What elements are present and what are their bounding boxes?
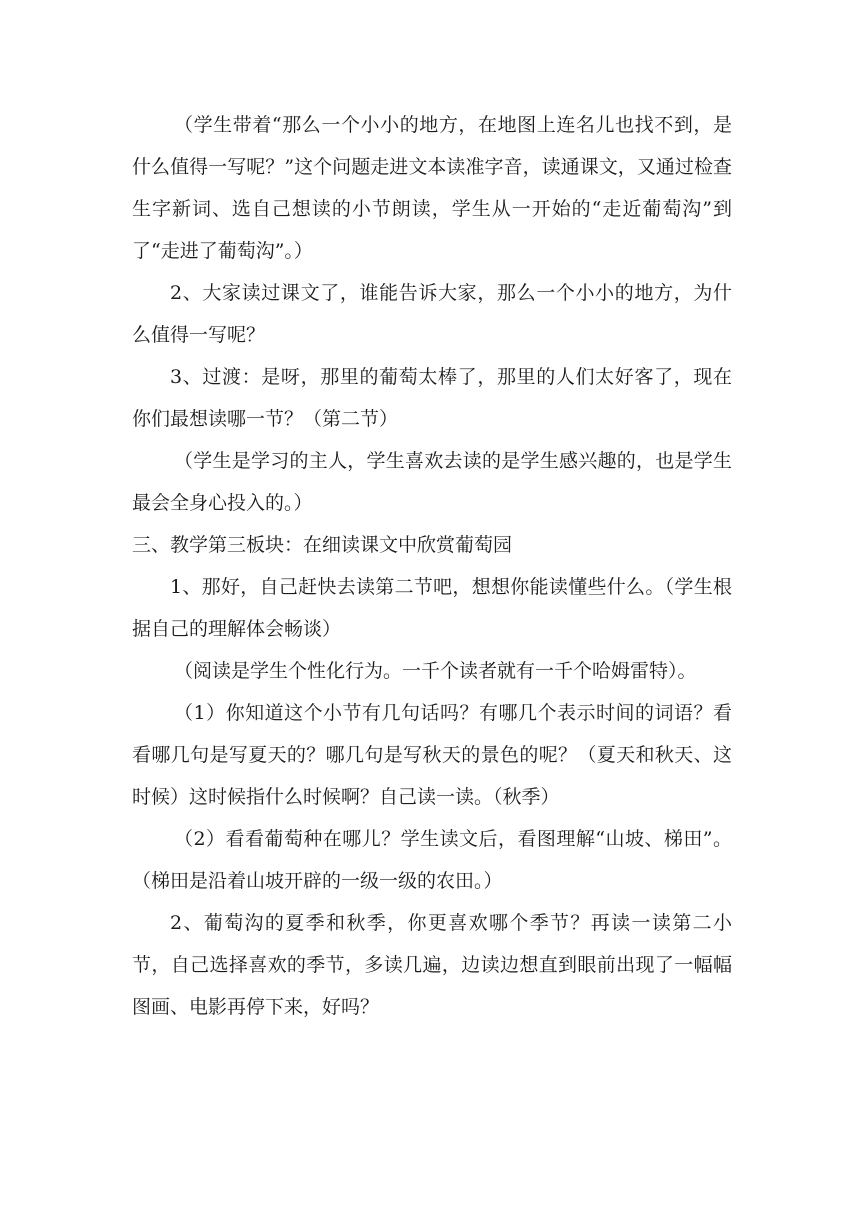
paragraph-6: 1、那好，自己赶快去读第二节吧，想想你能读懂些什么。（学生根据自己的理解体会畅谈） xyxy=(132,576,732,640)
paragraph-10: 2、葡萄沟的夏季和秋季，你更喜欢哪个季节？再读一读第二小节，自己选择喜欢的季节，多读几遍，边读边想直到眼前出现了一幅幅图画、电影再停下来，好吗？ xyxy=(132,912,732,1018)
paragraph-3: 3、过渡：是呀，那里的葡萄太棒了，那里的人们太好客了，现在你们最想读哪一节？（第二节） xyxy=(132,366,732,430)
paragraph-8: （1）你知道这个小节有几句话吗？有哪几个表示时间的词语？看看哪几句是写夏天的？哪几句是写秋天的景色的呢？（夏天和秋天、这时候）这时候指什么时候啊？自己读一读。（秋季） xyxy=(132,702,732,808)
paragraph-1: （学生带着“那么一个小小的地方，在地图上连名儿也找不到，是什么值得一写呢？”这个问题走进文本读准字音，读通课文，又通过检查生字新词、选自己想读的小节朗读，学生从一开始的“走近葡萄沟”到了“走进了葡萄沟”。） xyxy=(132,114,732,262)
document-page xyxy=(132,104,732,1028)
paragraph-7: （阅读是学生个性化行为。一千个读者就有一千个哈姆雷特）。 xyxy=(174,660,697,682)
paragraph-9: （2）看看葡萄种在哪儿？学生读文后，看图理解“山坡、梯田”。（梯田是沿着山坡开辟的一级一级的农田。） xyxy=(132,828,732,892)
section-heading: 三、教学第三板块：在细读课文中欣赏葡萄园 xyxy=(132,534,513,556)
paragraph-4: （学生是学习的主人，学生喜欢去读的是学生感兴趣的，也是学生最会全身心投入的。） xyxy=(132,450,732,514)
paragraph-2: 2、大家读过课文了，谁能告诉大家，那么一个小小的地方，为什么值得一写呢？ xyxy=(132,282,732,346)
